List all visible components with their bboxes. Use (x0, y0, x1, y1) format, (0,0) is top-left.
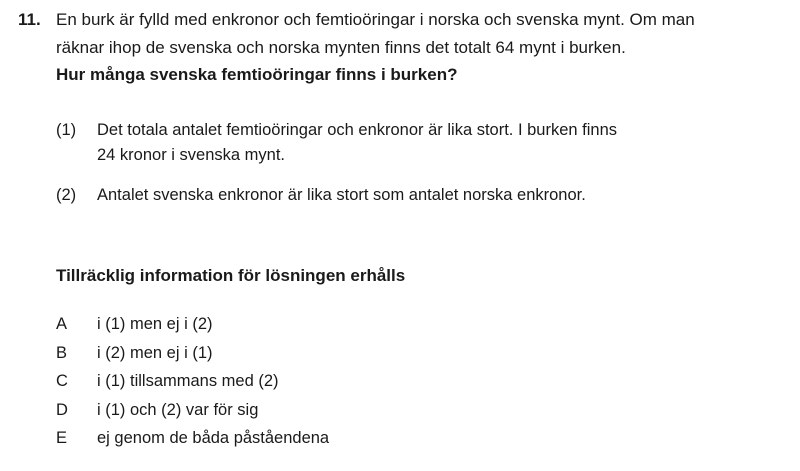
option-text: i (2) men ej i (1) (97, 343, 213, 362)
statement-text-line-1: Antalet svenska enkronor är lika stort som antalet norska enkronor. (97, 186, 586, 204)
option-b[interactable] (56, 344, 456, 373)
option-letter: D (56, 400, 68, 419)
question-number: 11. (18, 10, 41, 29)
option-letter: E (56, 429, 68, 447)
option-text: i (1) och (2) var för sig (97, 400, 259, 419)
option-text: ej genom de båda påståendena (97, 429, 330, 447)
statement-text-line-2: 24 kronor i svenska mynt. (97, 146, 285, 164)
option-letter: A (56, 315, 68, 333)
option-letter: B (56, 343, 68, 362)
option-letter: C (56, 372, 68, 390)
option-c[interactable] (56, 372, 456, 401)
option-text: i (1) men ej i (2) (97, 315, 213, 333)
question-text-line-2: räknar ihop de svenska och norska mynten finns det totalt 64 mynt i burken. (56, 38, 626, 57)
sufficiency-heading: Tillräcklig information för lösningen erhålls (56, 266, 406, 285)
option-a[interactable] (56, 315, 456, 344)
option-d[interactable] (56, 401, 456, 430)
question-text-line-1: En burk är fylld med enkronor och femtioöringar i norska och svenska mynt. Om man (56, 10, 695, 29)
statement-number: (2) (56, 186, 77, 204)
option-text: i (1) tillsammans med (2) (97, 372, 279, 390)
statement-text-line-1: Det totala antalet femtioöringar och enkronor är lika stort. I burken finns (97, 121, 618, 139)
answer-options (56, 315, 456, 458)
question-prompt: Hur många svenska femtioöringar finns i burken? (56, 65, 458, 84)
statement-number: (1) (56, 121, 77, 139)
option-e[interactable] (56, 429, 456, 458)
